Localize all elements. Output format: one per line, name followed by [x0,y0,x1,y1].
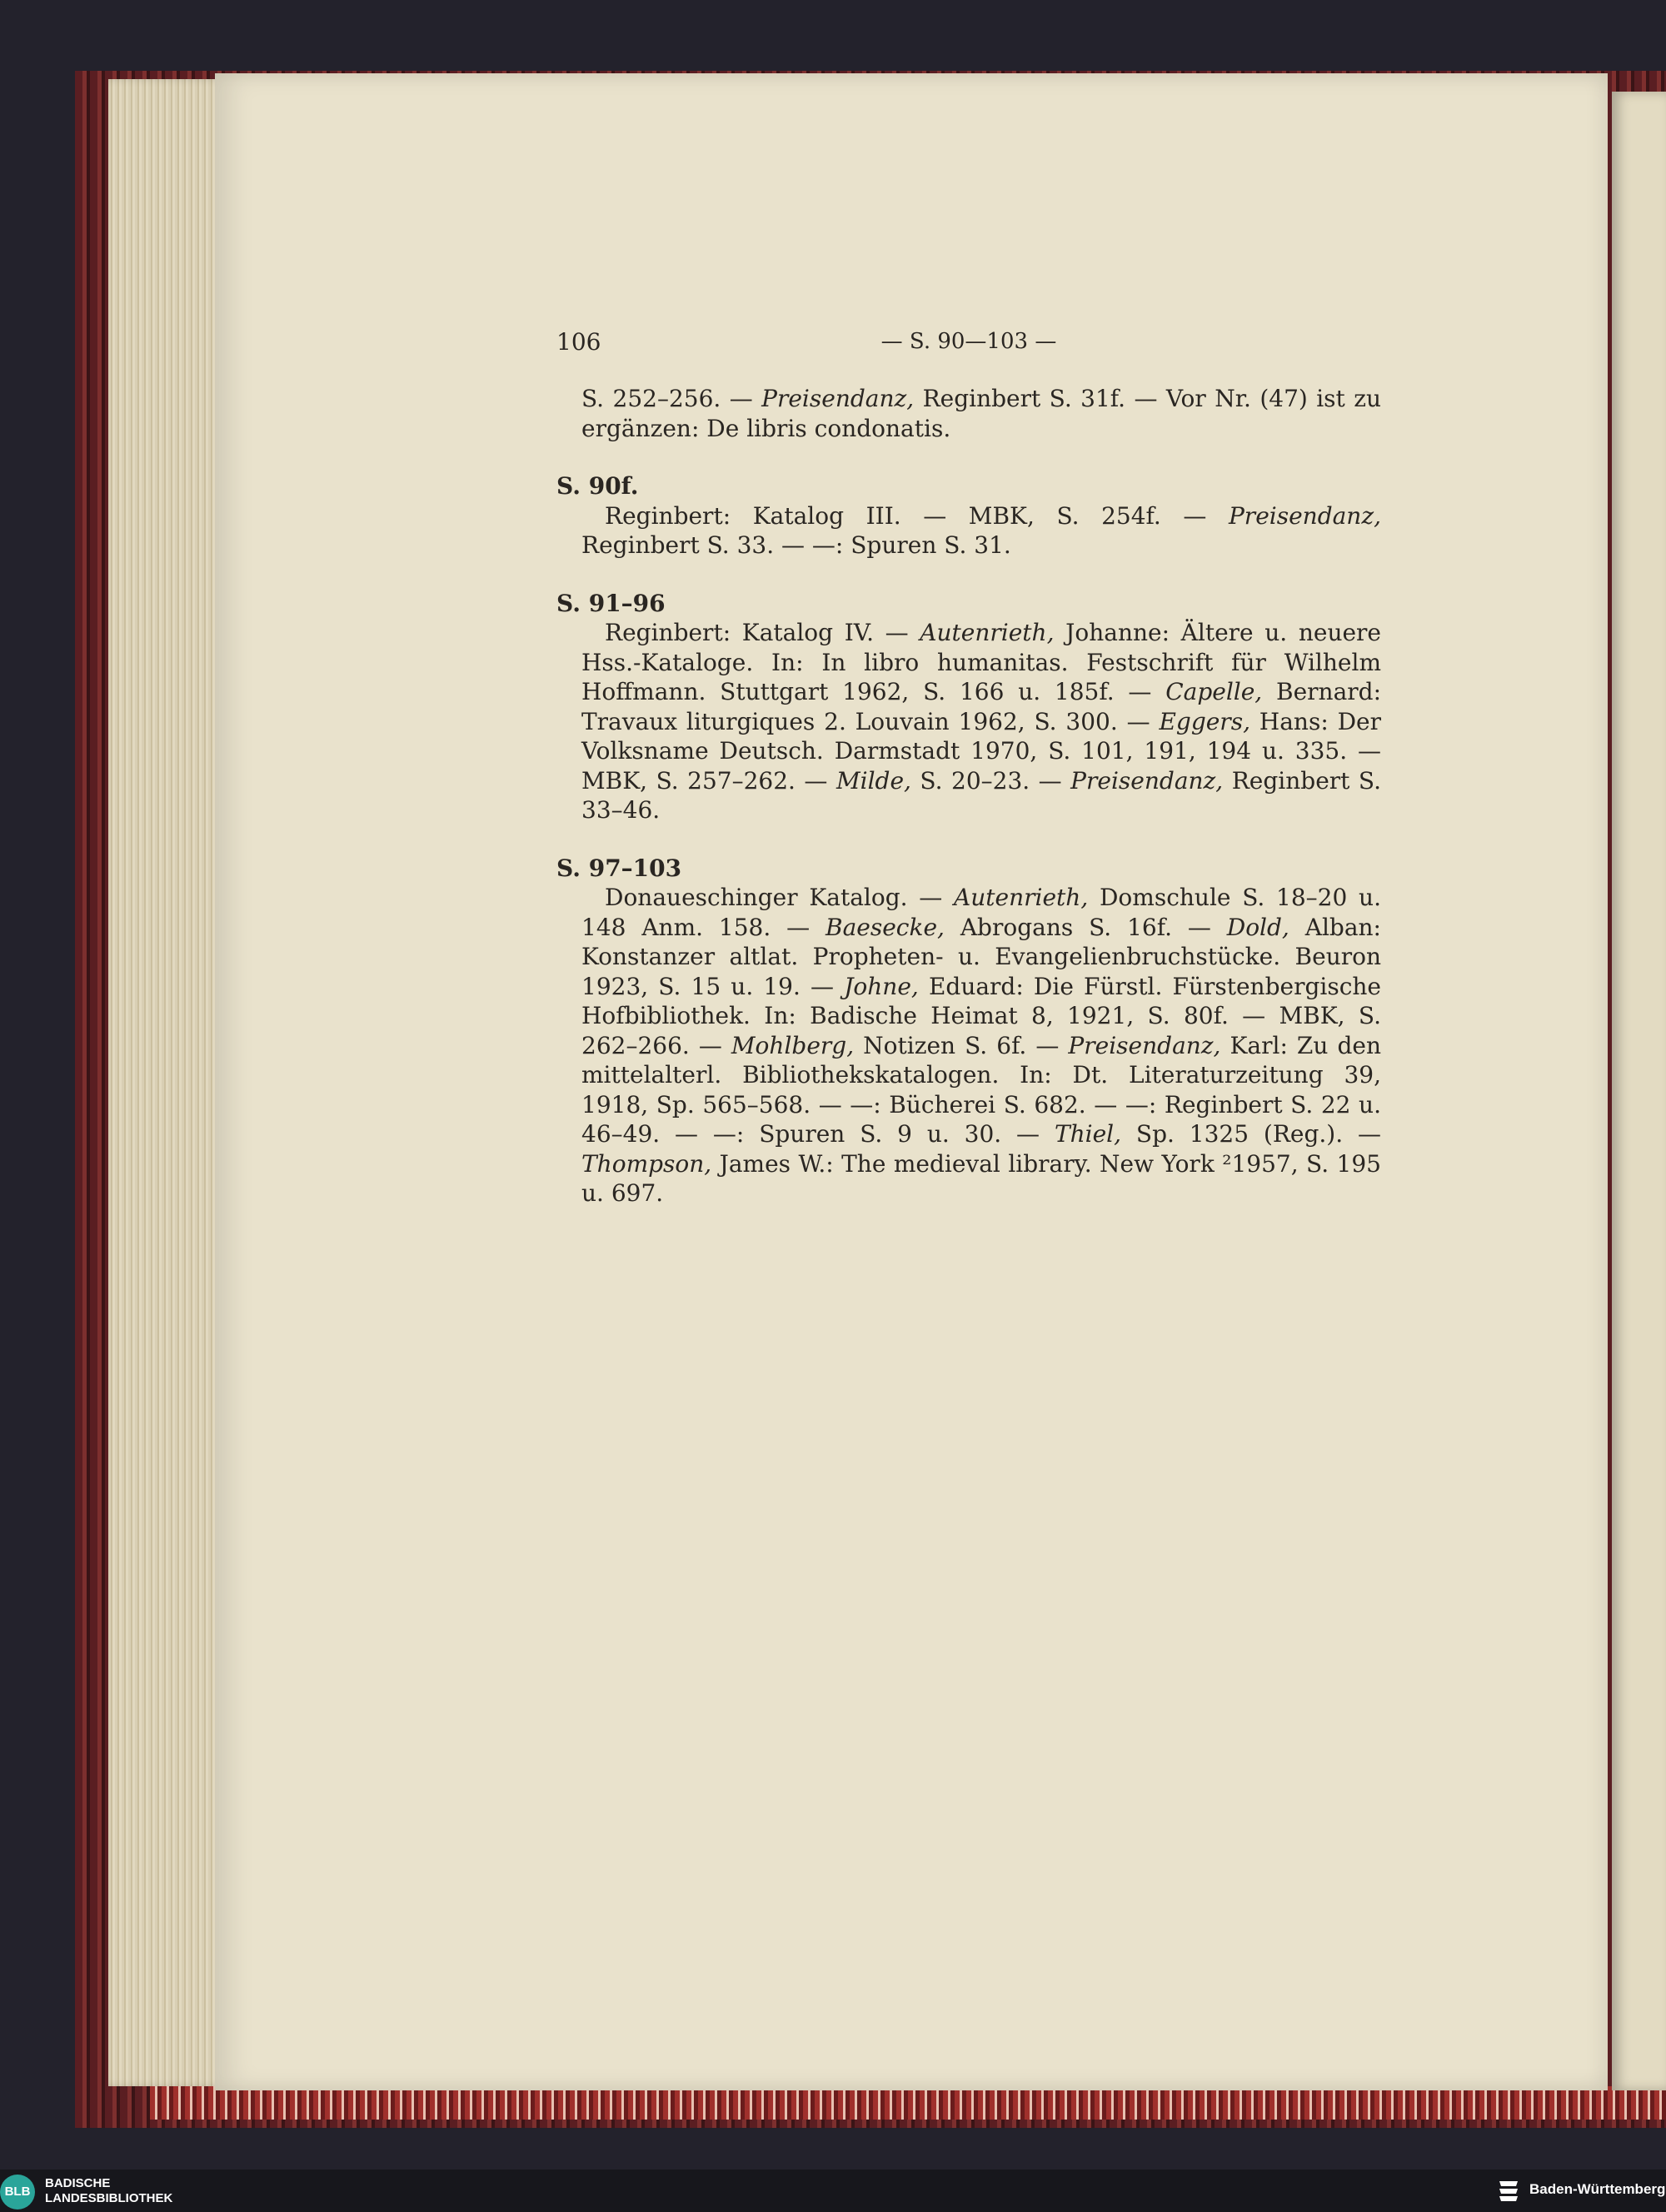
entry-text: Donaueschinger Katalog. — [605,884,955,911]
entry-body [581,883,1381,1208]
cited-author: Thompson, [581,1149,712,1178]
entry-text: Reginbert: Katalog III. — MBK, S. 254f. — [605,501,1229,530]
entry-text: Reginbert: Katalog IV. — [605,619,920,646]
blb-logo[interactable]: BLB [0,2175,35,2210]
entry-text: Johanne: Ältere u. neuere Hss.-Kataloge. In: In libro humanitas. Festschrift für Wilhelm Hoffmann. Stuttgart 1962, S. 166 u. 185f. — [581,619,1381,705]
cited-author: Dold, [1226,913,1289,941]
facing-page-edge [1612,92,1666,2090]
intro-author: Preisendanz, [761,385,915,412]
book-cover-edge [150,2086,1666,2120]
entry-text: Eduard: Die Fürstl. Fürstenbergische Hofbibliothek. In: Badische Heimat 8, 1921, S. 80f. — MBK, S. 262–266. — [581,972,1381,1059]
cited-author: Johne, [844,972,919,1000]
cited-author: Preisendanz, [1228,501,1381,530]
entry-body [581,501,1381,560]
entry-text: Alban: Konstanzer altlat. Propheten- u. Evangelienbruchstücke. Beuron 1923, S. 15 u. 19. — [581,913,1381,1000]
entry-text: Reginbert S. 33–46. [581,766,1381,824]
cited-author: Autenrieth, [954,884,1089,911]
entry-heading: S. 97–103 [556,854,682,882]
library-name-line2: LANDESBIBLIOTHEK [45,2191,173,2205]
cited-author: Preisendanz, [1070,766,1224,795]
entry-text: Reginbert S. 33. — —: Spuren S. 31. [581,531,1011,559]
entry-text: Notizen S. 6f. — [854,1031,1069,1059]
viewer-footer [0,2170,1666,2212]
entry-text: Karl: Zu den mittelalterl. Bibliothekskatalogen. In: Dt. Literaturzeitung 39, 1918, Sp. 565–568. — —: Bücherei S. 682. — —: Reginbert S. 22 u. 46–49. — —: Spuren S. 9 u. 30. — [581,1031,1381,1148]
library-name-line1: BADISCHE [45,2176,111,2190]
cited-author: Eggers, [1159,707,1250,735]
entry-text: S. 20–23. — [910,766,1071,795]
entry-heading: S. 91–96 [556,589,666,617]
library-name[interactable] [45,2176,172,2206]
intro-post: Reginbert S. 31f. — Vor Nr. (47) ist zu ergänzen: De libris condonatis. [581,385,1382,442]
entry-text: Domschule S. 18–20 u. 148 Anm. 158. — [581,884,1381,941]
cited-author: Thiel, [1054,1120,1122,1148]
page-edges [108,79,229,2086]
baden-wuerttemberg-lions-icon [1496,2178,1521,2206]
entry-list [556,471,1381,1208]
entry-text: Hans: Der Volksname Deutsch. Darmstadt 1970, S. 101, 191, 194 u. 335. — MBK, S. 257–262. — [581,707,1381,795]
state-name[interactable]: Baden-Württemberg [1529,2181,1666,2197]
cited-author: Milde, [835,766,911,795]
entry-text: Abrogans S. 16f. — [944,913,1227,941]
running-head-title: — S. 90—103 — [880,329,1057,354]
running-head [556,327,1381,361]
entry-text: Sp. 1325 (Reg.). — [1121,1120,1382,1148]
cited-author: Mohlberg, [731,1031,855,1059]
cited-author: Capelle, [1165,678,1263,705]
entry-text: James W.: The medieval library. New York ²1957, S. 195 u. 697. [581,1149,1381,1207]
page-text [556,327,1381,1237]
entry-heading: S. 90f. [556,472,639,500]
entry-text: Bernard: Travaux liturgiques 2. Louvain 1962, S. 300. — [581,678,1382,735]
intro-paragraph [581,384,1381,443]
cited-author: Autenrieth, [920,619,1055,646]
cited-author: Preisendanz, [1068,1031,1221,1059]
page-number: 106 [556,328,601,356]
cited-author: Baesecke, [826,913,945,941]
entry-body [581,618,1381,825]
intro-pre: S. 252–256. — [581,385,762,412]
